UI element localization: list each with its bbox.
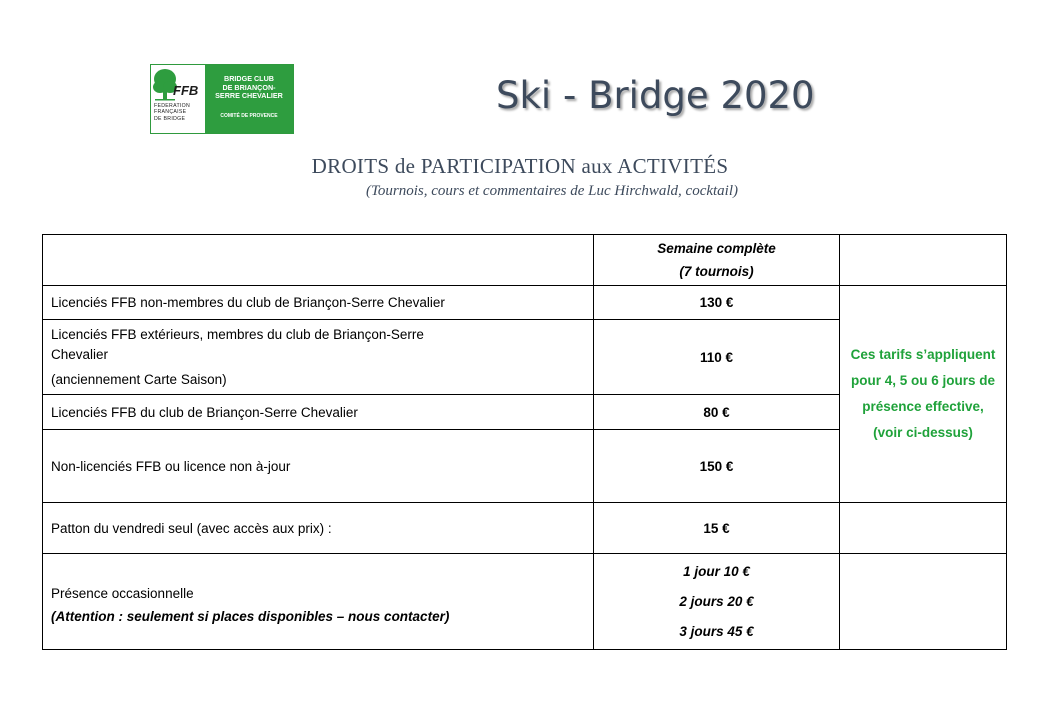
row-price: 150 € bbox=[594, 430, 840, 503]
ffb-text: FFB bbox=[173, 83, 199, 98]
header-week-cell bbox=[594, 235, 840, 286]
tarif-note bbox=[840, 286, 1007, 503]
row-price-list bbox=[594, 554, 840, 650]
ffb-club-logo bbox=[150, 64, 294, 134]
club-name: BRIDGE CLUB DE BRIANÇON- SERRE CHEVALIER bbox=[215, 74, 283, 100]
section-subtitle: (Tournois, cours et commentaires de Luc Hirchwald, cocktail) bbox=[365, 183, 739, 199]
note-empty-cell bbox=[840, 554, 1007, 650]
row-price: 130 € bbox=[594, 286, 840, 320]
row-price: 15 € bbox=[594, 503, 840, 554]
row-label: Patton du vendredi seul (avec accès aux prix) : bbox=[43, 503, 594, 554]
table-header-row bbox=[43, 235, 1007, 286]
header-tournaments-label: (7 tournois) bbox=[679, 264, 754, 279]
tarif-note-text: Ces tarifs s’appliquent pour 4, 5 ou 6 jours de présence effective, bbox=[850, 347, 996, 414]
row-label: Licenciés FFB non-membres du club de Briançon-Serre Chevalier bbox=[43, 286, 594, 320]
row-label: Non-licenciés FFB ou licence non à-jour bbox=[43, 430, 594, 503]
row-price: 80 € bbox=[594, 395, 840, 430]
page-title: Ski - Bridge 2020 bbox=[496, 74, 815, 117]
comite-text: COMITÉ DE PROVENCE bbox=[220, 113, 278, 119]
row-label: Licenciés FFB du club de Briançon-Serre Chevalier bbox=[43, 395, 594, 430]
header-note-empty-cell bbox=[840, 235, 1007, 286]
price-2-days: 2 jours 20 € bbox=[679, 593, 754, 609]
row-label: Présence occasionnelle (Attention : seulement si places disponibles – nous contacter) bbox=[43, 554, 594, 650]
header-week-label: Semaine complète bbox=[657, 241, 776, 256]
table-row bbox=[43, 554, 1007, 650]
club-logo-panel bbox=[205, 65, 293, 133]
section-title: DROITS de PARTICIPATION aux ACTIVITÉS bbox=[311, 154, 729, 178]
note-empty-cell bbox=[840, 503, 1007, 554]
federation-text: FEDERATION FRANÇAISE DE BRIDGE bbox=[154, 103, 191, 122]
price-3-days: 3 jours 45 € bbox=[679, 623, 754, 639]
tarif-note-ref: (voir ci-dessus) bbox=[873, 425, 973, 440]
table-row bbox=[43, 503, 1007, 554]
ffb-logo bbox=[151, 65, 205, 133]
row-label: Licenciés FFB extérieurs, membres du club de Briançon-Serre Chevalier (anciennement Carte Saison) bbox=[43, 320, 594, 395]
pricing-table bbox=[42, 234, 1007, 650]
tree-icon bbox=[151, 65, 205, 133]
table-row bbox=[43, 286, 1007, 320]
price-1-day: 1 jour 10 € bbox=[683, 563, 750, 579]
row-price: 110 € bbox=[594, 320, 840, 395]
header-empty-cell bbox=[43, 235, 594, 286]
